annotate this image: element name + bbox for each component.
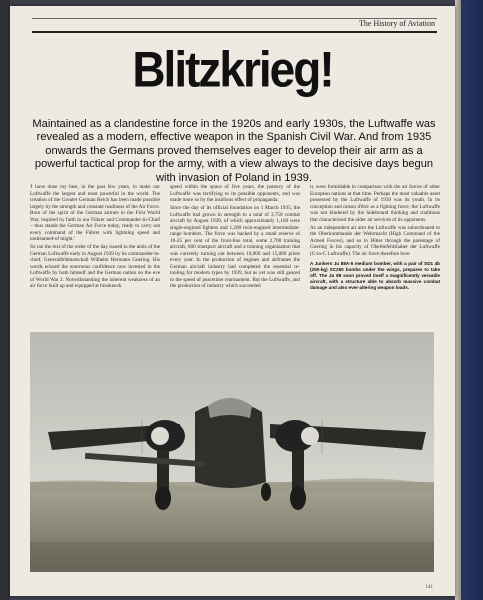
paragraph: Since the day of its official foundation on 1 March 1935, the Luftwaffe had grown in strength to a total of 3,750 combat aircraft by August 1939, of which approximately 1,160 were single-engined fighters and 1,200 twin-engined intermediate-range bombers. The force was backed by a small reserve of 10-25 per cent of the front-line total, some 2,700 training aircraft, 600 transport aircraft and a training organisation that was currently turning out between 10,000 and 15,000 pilots every year. In the production of engines and airframes the German aircraft industry had completed the essential re-tooling for modern types by 1939, but as yet was still geared to the speed of peacetime rearmament. But the Luftwaffe, and the production of industry which succeeded [170, 205, 300, 289]
body-column-1 [30, 184, 160, 324]
header-rule [32, 31, 437, 33]
aircraft-photo [30, 332, 434, 572]
paragraph: it, were formidable in comparison with the air forces of other European nations at that time. Perhaps the most valuable asset possessed by the Luftwaffe of 1939 was its youth. In its conception and raison d'être as a fighting force, the Luftwaffe was not hindered by the hidebound thinking and traditions that characterised the older air services of its opponents. [310, 184, 440, 223]
running-head: The History of Aviation [358, 19, 435, 28]
page-gutter-shadow [0, 0, 10, 600]
junkers-bomber-illustration [30, 332, 434, 572]
paragraph: 'I have done my best, in the past few years, to make our Luftwaffe the largest and most powerful in the world. The creation of the Greater German Reich has been made possible largely by the strength and constant readiness of the Air Force. Born of the spirit of the German airmen in the First World War, inspired by faith in our Führer and Commander-in-Chief – thus stands the German Air Force today, ready to carry out every command of the Führer with lightning speed and undreamed-of might.' [30, 184, 160, 242]
running-head-band [32, 18, 437, 32]
paragraph: So ran the text of the order of the day issued to the units of the German Luftwaffe early in August 1939 by its commander-in-chief, Generalfeldmarschall Wilhelm Hermann Goering. His words echoed the enormous confidence now invested in the Luftwaffe by both himself and the German nation on the eve of World War 2. Notwithstanding the inherent weakness of an air force built up and equipped at breakneck [30, 244, 160, 289]
page-number: 141 [425, 585, 433, 590]
body-column-2 [170, 184, 300, 324]
binder-page-edge [455, 0, 461, 600]
photo-caption: A Junkers Ju 88A-5 medium bomber, with a pair of SD1 4b (250-kg) SC250 bombs under the wings, prepares to take off. The Ju 88 soon proved itself a magnificently versatile aircraft, with a structure able to absorb massive combat damage and also ever-altering weapon loads. [310, 261, 440, 290]
body-text [30, 184, 440, 324]
magazine-page [10, 6, 455, 596]
paragraph: speed within the space of five years, the potency of the Luftwaffe was terrifying to its possible opponents, and was made more so by the insidious effect of propaganda. [170, 184, 300, 203]
page-title: Blitzkrieg! [132, 40, 333, 98]
body-column-3 [310, 184, 440, 324]
standfirst: Maintained as a clandestine force in the 1920s and early 1930s, the Luftwaffe was revealed as a modern, effective weapon in the Spanish Civil War. And from 1935 onwards the Germans proved themselves eager to develop their air arm as a powerful tactical prop for the army, with a view always to the decisive days begun with invasion of Poland in 1939. [32, 118, 436, 184]
paragraph: As an independent air arm the Luftwaffe was subordinated to the Oberkommando der Wehrmacht (High Command of the Armed Forces), and so to Hitler through the parentage of Goering in his capacity of Oberbefehlshaber der Luftwaffe (C-in-C Luftwaffe). The air force therefore bore [310, 224, 440, 257]
